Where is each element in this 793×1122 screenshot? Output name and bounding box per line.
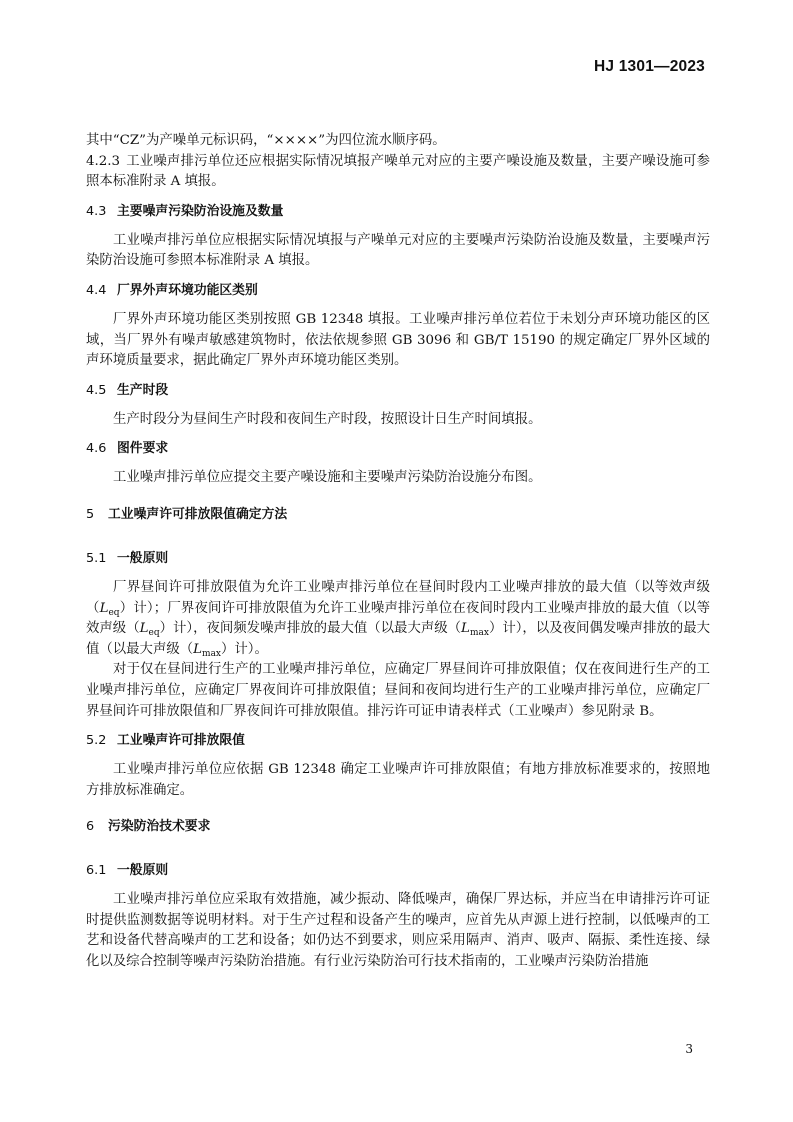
heading-5-title: 工业噪声许可排放限值确定方法 (108, 506, 288, 522)
heading-5-1-title: 一般原则 (117, 550, 169, 566)
heading-4-6-title: 图件要求 (117, 441, 169, 457)
heading-4-5 (86, 381, 710, 401)
heading-4-6 (86, 439, 710, 459)
symbol-l: L (139, 621, 149, 637)
heading-5 (86, 505, 710, 525)
clause-4-2-3-number: 4.2.3 (86, 153, 121, 169)
subscript-max: max (202, 648, 222, 659)
heading-4-4-title: 厂界外声环境功能区类别 (117, 282, 258, 298)
paragraph-4-3: 工业噪声排污单位应根据实际情况填报与产噪单元对应的主要噪声污染防治设施及数量，主要噪声污染防治设施可参照本标准附录 A 填报。 (86, 232, 710, 269)
heading-5-1 (86, 549, 710, 569)
symbol-l: L (193, 641, 203, 657)
heading-4-3-number: 4.3 (86, 203, 107, 219)
paragraph-4-4: 厂界外声环境功能区类别按照 GB 12348 填报。工业噪声排污单位若位于未划分声环境功能区的区域，当厂界外有噪声敏感建筑物时，依法依规参照 GB 3096 和 GB/T 15190 的规定确定厂界外区域的声环境质量要求，据此确定厂界外声环境功能区类别。 (86, 311, 710, 369)
heading-6-title: 污染防治技术要求 (108, 819, 211, 835)
intro-line: 其中“CZ”为产噪单元标识码，“××××”为四位流水顺序码。 (86, 133, 446, 148)
paragraph-4-5: 生产时段分为昼间生产时段和夜间生产时段，按照设计日生产时间填报。 (113, 411, 542, 427)
heading-4-4-number: 4.4 (86, 282, 107, 298)
text-run: ）计）。 (221, 641, 268, 657)
heading-4-5-number: 4.5 (86, 382, 107, 398)
text-run: 厂界昼间许可排放限值为允许工业噪声排污单位在昼间时段内工业噪声排放的最大值（以等效声级（ (86, 579, 710, 616)
heading-4-4 (86, 281, 710, 301)
paragraph-4-6: 工业噪声排污单位应提交主要产噪设施和主要噪声污染防治设施分布图。 (113, 470, 542, 486)
heading-4-3-title: 主要噪声污染防治设施及数量 (117, 203, 284, 219)
paragraph-5-2: 工业噪声排污单位应依据 GB 12348 确定工业噪声许可排放限值；有地方排放标准要求的，按照地方排放标准确定。 (86, 762, 710, 798)
clause-4-2-3 (86, 152, 710, 193)
heading-6 (86, 817, 710, 837)
subscript-max: max (469, 628, 489, 639)
symbol-l: L (99, 600, 109, 616)
heading-5-2-title: 工业噪声许可排放限值 (117, 733, 245, 749)
heading-6-1-number: 6.1 (86, 863, 107, 879)
heading-5-2 (86, 731, 710, 751)
subscript-eq: eq (148, 628, 160, 639)
heading-6-1-title: 一般原则 (117, 863, 169, 879)
heading-6-1 (86, 861, 710, 881)
heading-6-number: 6 (86, 819, 95, 835)
standard-code: HJ 1301—2023 (594, 58, 705, 75)
document-body (86, 131, 710, 973)
text-run: ）计），夜间频发噪声排放的最大值（以最大声级（ (159, 621, 462, 637)
symbol-l: L (461, 621, 470, 637)
subscript-eq: eq (108, 607, 120, 618)
clause-4-2-3-text: 工业噪声排污单位还应根据实际情况填报产噪单元对应的主要产噪设施及数量，主要产噪设施可参照本标准附录 A 填报。 (86, 153, 710, 190)
heading-4-5-title: 生产时段 (117, 382, 169, 398)
heading-4-3 (86, 202, 710, 222)
heading-5-number: 5 (86, 506, 95, 522)
paragraph-6-1: 工业噪声排污单位应采取有效措施，减少振动、降低噪声，确保厂界达标，并应当在申请排污许可证时提供监测数据等说明材料。对于生产过程和设备产生的噪声，应首先从声源上进行控制，以低噪声的工艺和设备代替高噪声的工艺和设备；如仍达不到要求，则应采用隔声、消声、吸声、隔振、柔性连接、绿化以及综合控制等噪声污染防治措施。有行业污染防治可行技术指南的，工业噪声污染防治措施 (86, 892, 710, 970)
heading-5-2-number: 5.2 (86, 733, 107, 749)
heading-4-6-number: 4.6 (86, 441, 107, 457)
text-run: ）计），以及夜间偶发噪声排放的最大值（以最大声级（ (86, 621, 710, 657)
page-number: 3 (685, 1042, 693, 1056)
text-run: ）计）；厂界夜间许可排放限值为允许工业噪声排污单位在夜间时段内工业噪声排放的最大值（以等效声级（ (86, 600, 711, 637)
paragraph-5-1-2: 对于仅在昼间进行生产的工业噪声排污单位，应确定厂界昼间许可排放限值；仅在夜间进行生产的工业噪声排污单位，应确定厂界夜间许可排放限值；昼间和夜间均进行生产的工业噪声排污单位，应确定厂界昼间许可排放限值和厂界夜间许可排放限值。排污许可证申请表样式（工业噪声）参见附录 B。 (86, 662, 710, 719)
paragraph-5-1-1 (86, 578, 710, 660)
heading-5-1-number: 5.1 (86, 550, 107, 566)
